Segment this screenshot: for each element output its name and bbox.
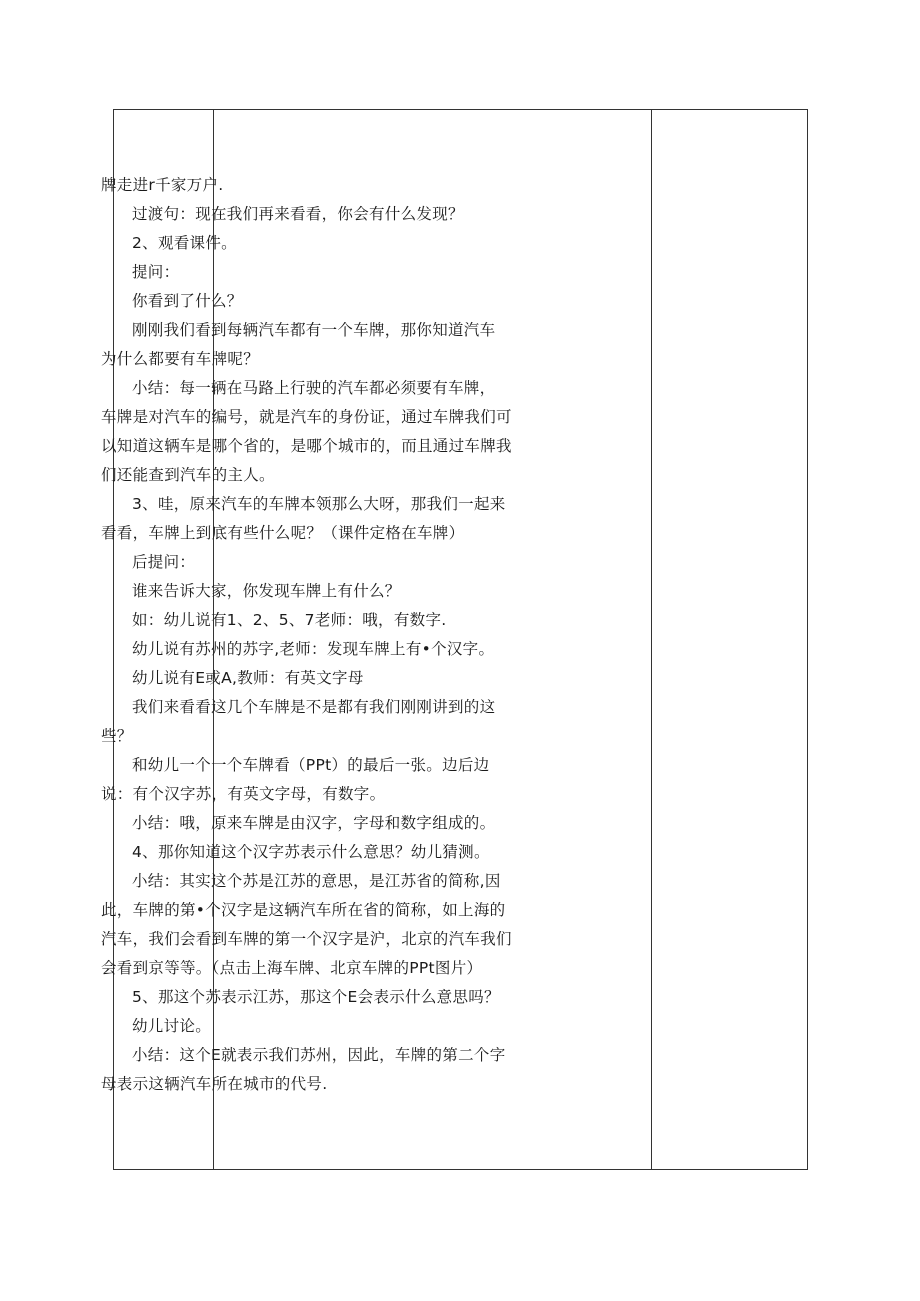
- text-line: 提问：: [132, 263, 180, 281]
- text-line: 小结：哦，原来车牌是由汉字，字母和数字组成的。: [132, 814, 496, 832]
- text-line: 母表示这辆汽车所在城市的代号.: [101, 1075, 328, 1093]
- text-line: 以知道这辆车是哪个省的，是哪个城市的，而且通过车牌我: [101, 437, 512, 455]
- text-line: 小结：每一辆在马路上行驶的汽车都必须要有车牌，: [132, 379, 496, 397]
- text-line: 如：幼儿说有1、2、5、7老师：哦，有数字.: [132, 611, 447, 629]
- lesson-content: [101, 171, 535, 1099]
- text-line: 说：有个汉字苏，有英文字母，有数字。: [101, 785, 386, 803]
- text-line: 过渡句：现在我们再来看看，你会有什么发现？: [132, 205, 464, 223]
- text-line: 幼儿说有E或A,教师：有英文字母: [132, 669, 364, 687]
- text-line: 小结：这个E就表示我们苏州，因此，车牌的第二个字: [132, 1046, 506, 1064]
- text-line: 牌走进r千家万户.: [101, 176, 224, 194]
- text-line: 和幼儿一个一个车牌看（PPt）的最后一张。边后边: [132, 756, 490, 774]
- text-line: 会看到京等等。（点击上海车牌、北京车牌的PPt图片）: [101, 959, 483, 977]
- text-line: 看看，车牌上到底有些什么呢？（课件定格在车牌）: [101, 524, 465, 542]
- text-line: 幼儿说有苏州的苏字,老师：发现车牌上有•个汉字。: [132, 640, 495, 658]
- text-line: 我们来看看这几个车牌是不是都有我们刚刚讲到的这: [132, 698, 496, 716]
- text-line: 为什么都要有车牌呢？: [101, 350, 260, 368]
- text-line: 3、哇，原来汽车的车牌本领那么大呀，那我们一起来: [132, 495, 506, 513]
- text-line: 5、那这个苏表示江苏，那这个E会表示什么意思吗？: [132, 988, 500, 1006]
- text-line: 幼儿讨论。: [132, 1017, 212, 1035]
- text-line: 2、观看课件。: [132, 234, 237, 252]
- text-line: 些？: [101, 727, 133, 745]
- text-line: 此，车牌的第•个汉字是这辆汽车所在省的简称，如上海的: [101, 901, 506, 919]
- text-line: 小结：其实这个苏是江苏的意思，是江苏省的简称,因: [132, 872, 501, 890]
- text-line: 刚刚我们看到每辆汽车都有一个车牌，那你知道汽车: [132, 321, 496, 339]
- text-line: 汽车，我们会看到车牌的第一个汉字是沪，北京的汽车我们: [101, 930, 512, 948]
- right-column-cell: [652, 110, 807, 1169]
- text-line: 们还能查到汽车的主人。: [101, 466, 275, 484]
- text-line: 车牌是对汽车的编号，就是汽车的身份证，通过车牌我们可: [101, 408, 512, 426]
- text-line: 4、那你知道这个汉字苏表示什么意思？幼儿猜测。: [132, 843, 490, 861]
- text-line: 谁来告诉大家，你发现车牌上有什么？: [132, 582, 401, 600]
- text-line: 后提问：: [132, 553, 196, 571]
- text-line: 你看到了什么？: [132, 292, 243, 310]
